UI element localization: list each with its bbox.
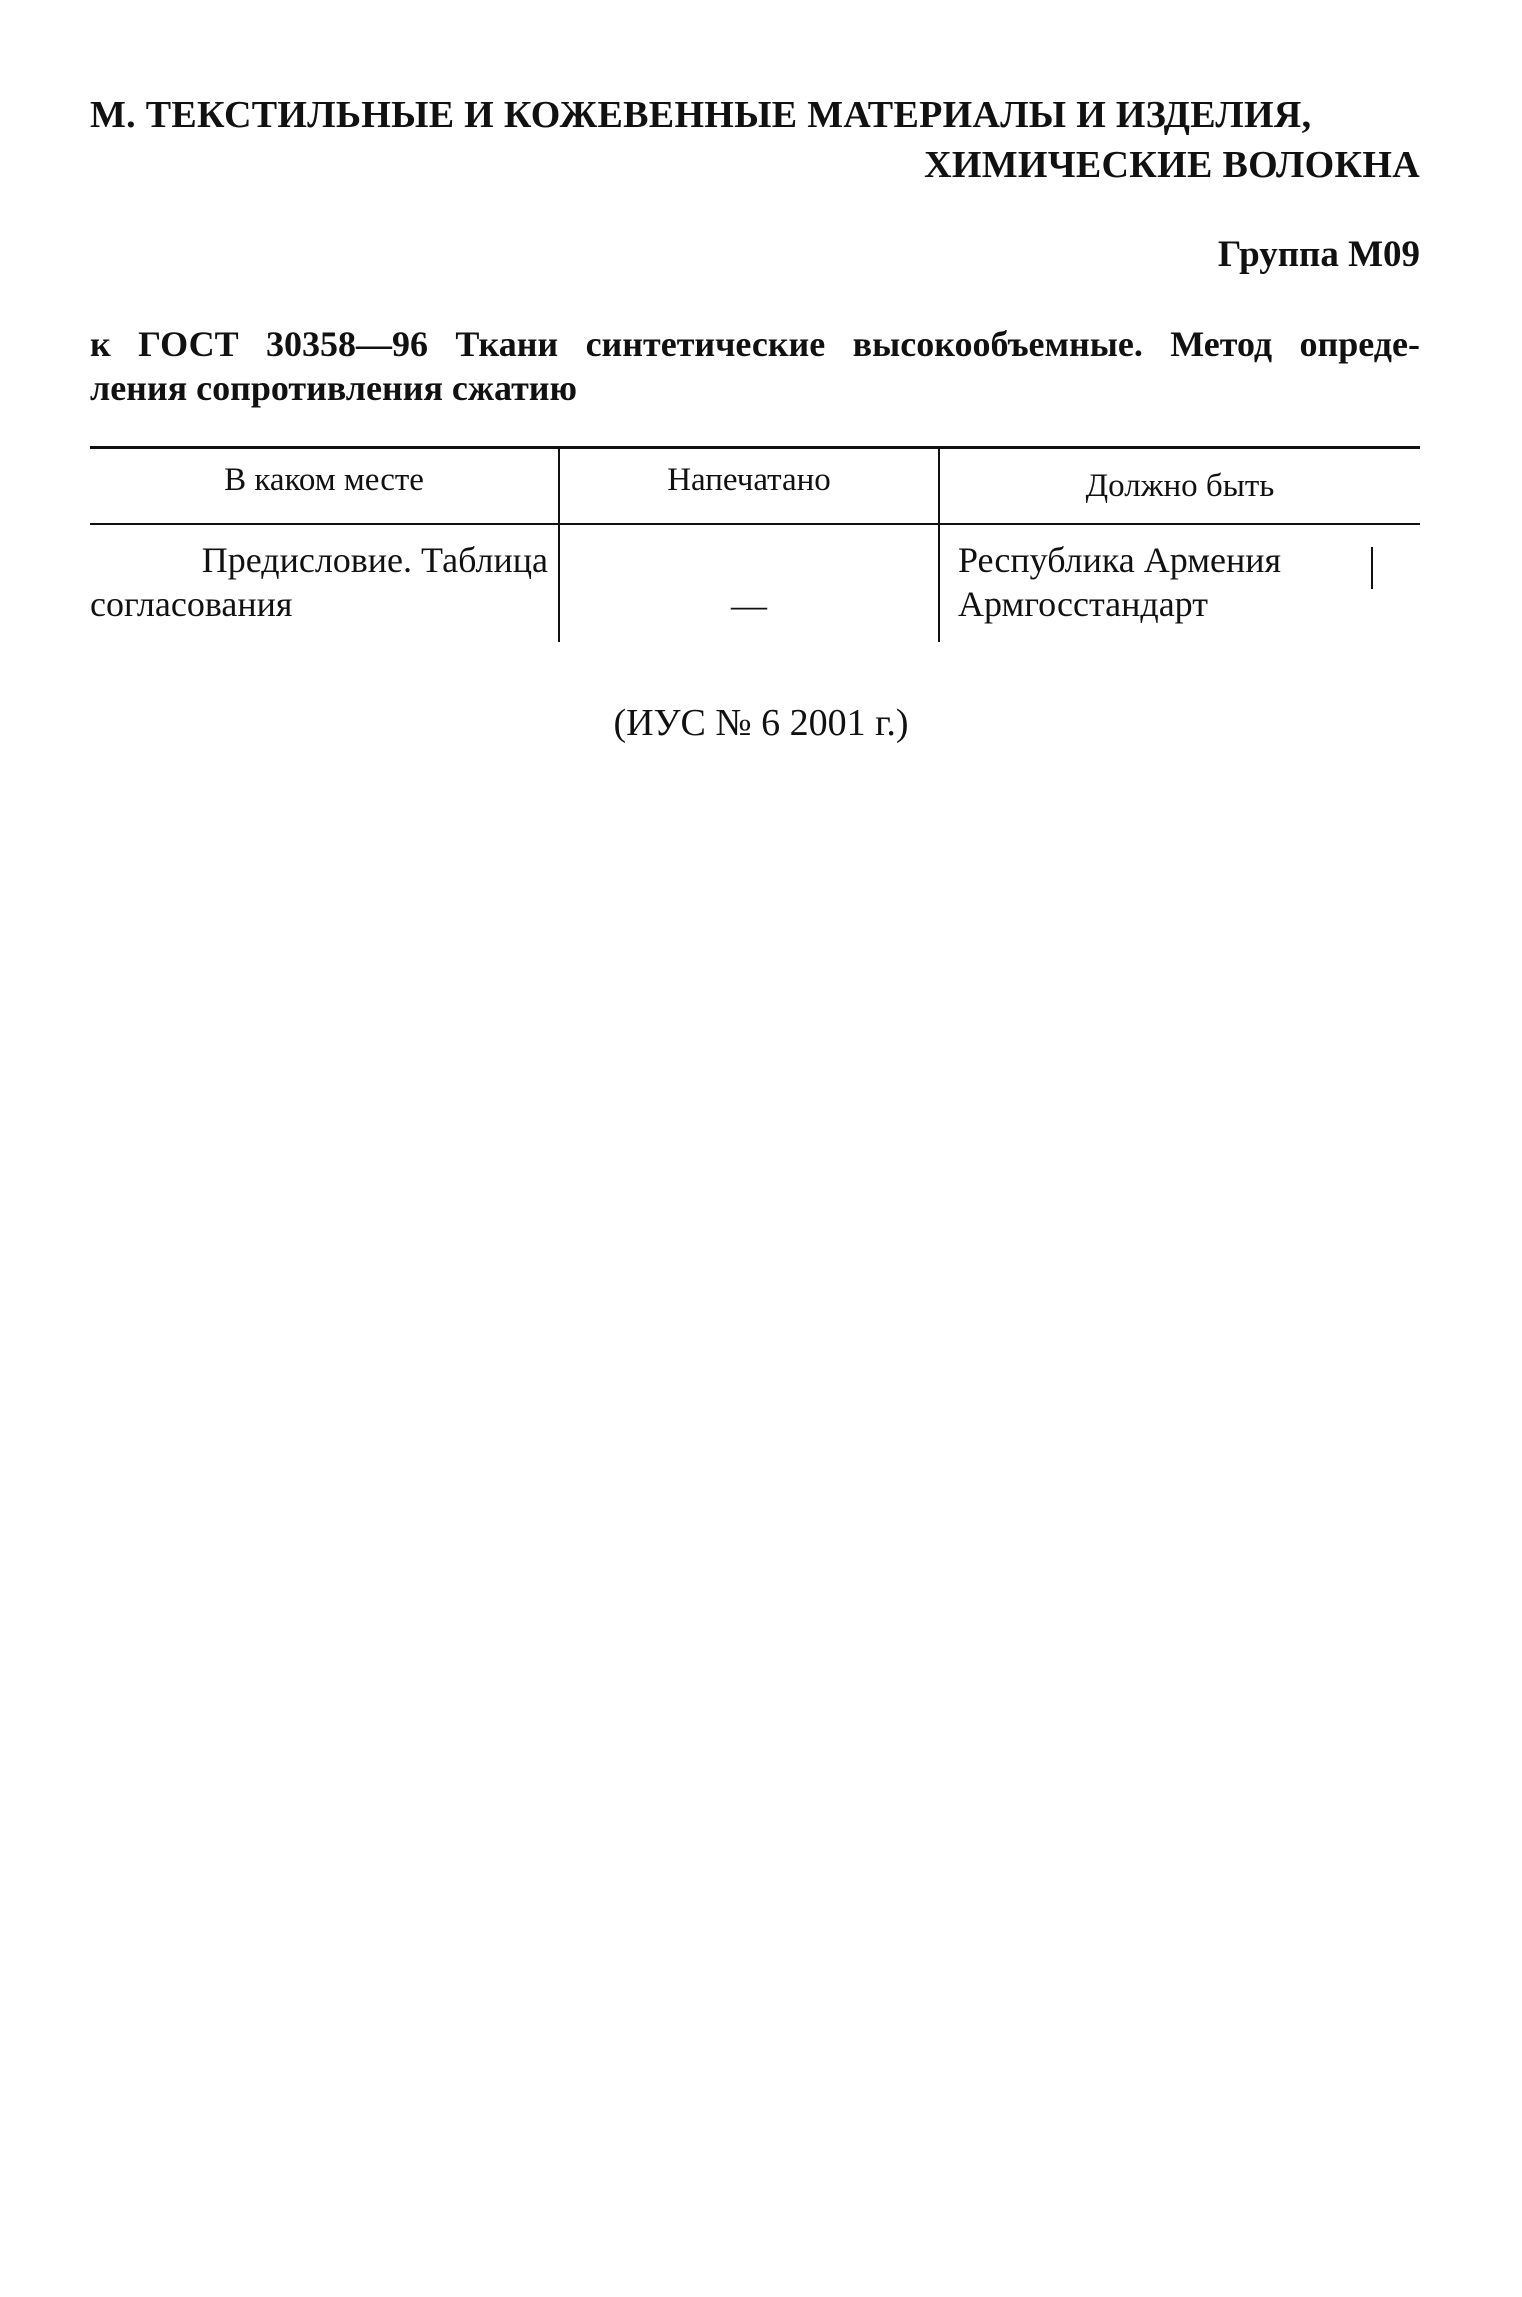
column-header-place: В каком месте: [224, 462, 424, 498]
table-row-should-be: [958, 538, 1388, 626]
amendment-subject-line1: к ГОСТ 30358—96 Ткани синтетические высокообъемные. Метод опреде-: [90, 324, 1420, 364]
amendment-subject: [90, 322, 1420, 410]
table-top-rule: [90, 446, 1420, 449]
should-be-line1: Республика Армения: [958, 540, 1282, 580]
column-header-printed: Напечатано: [667, 462, 831, 498]
place-line1: Предисловие. Таблица: [201, 540, 548, 580]
table-row-printed: —: [731, 585, 767, 625]
amendment-subject-line2: ления сопротивления сжатию: [90, 368, 578, 408]
table-header-rule: [90, 523, 1420, 525]
should-be-line2: Армгосстандарт: [958, 584, 1208, 624]
publication-reference: (ИУС № 6 2001 г.): [613, 702, 909, 744]
table-row-place: [90, 538, 548, 626]
amendment-table: [90, 446, 1420, 642]
group-label: Группа М09: [1217, 234, 1420, 275]
column-header-should-be: Должно быть: [1085, 468, 1275, 504]
change-mark: [1371, 547, 1373, 589]
section-heading-line2: ХИМИЧЕСКИЕ ВОЛОКНА: [924, 144, 1420, 186]
section-heading-line1: М. ТЕКСТИЛЬНЫЕ И КОЖЕВЕННЫЕ МАТЕРИАЛЫ И ИЗДЕЛИЯ,: [90, 94, 1312, 136]
place-line2: согласования: [90, 584, 293, 624]
